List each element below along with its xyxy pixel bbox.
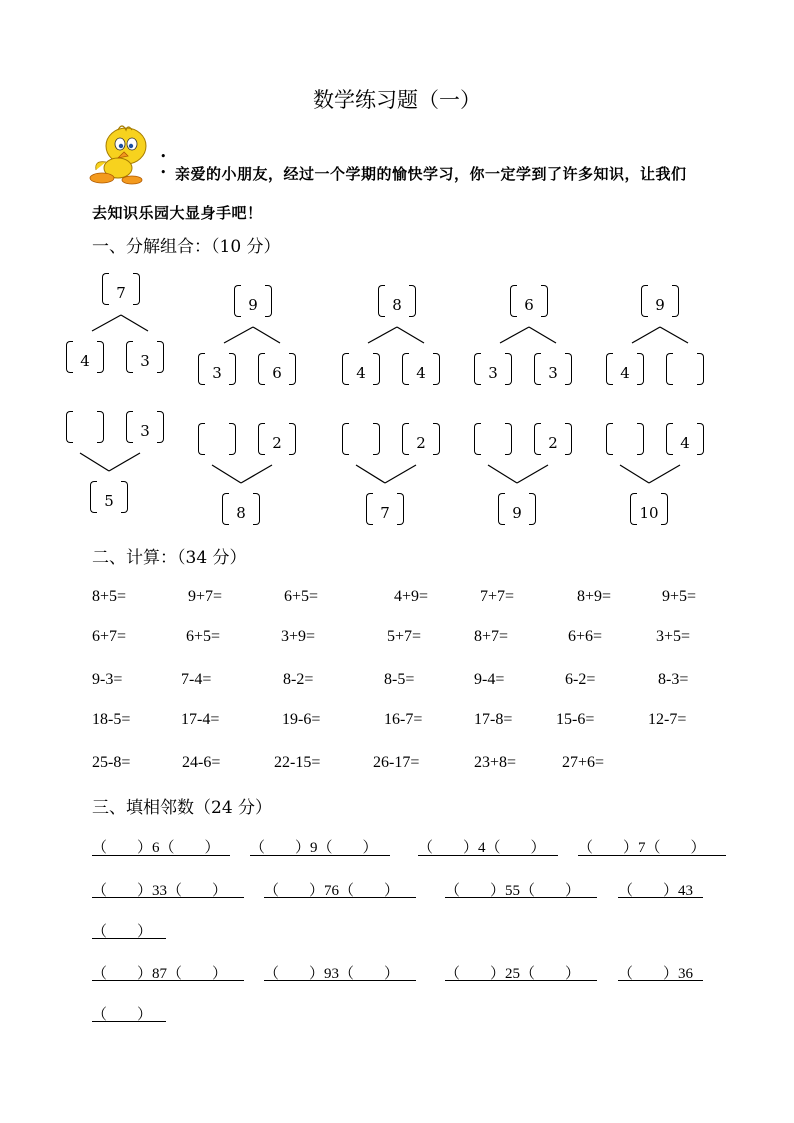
section-2-heading: 二、计算：（34 分） [92, 548, 247, 568]
connector-line [488, 465, 517, 483]
calc-problem[interactable]: 6+7= [92, 628, 127, 645]
calc-problem[interactable]: 9+7= [188, 588, 223, 605]
answer-underline [618, 897, 703, 898]
connector-line [368, 327, 397, 343]
box-number: 4 [620, 364, 630, 382]
intro-text-line2: 去知识乐园大显身手吧！ [92, 204, 263, 222]
connector-line [80, 453, 109, 471]
whole-number-box [641, 285, 679, 317]
calc-problem[interactable]: 24-6= [182, 754, 221, 771]
bracket-left [198, 423, 205, 455]
calc-problem[interactable]: 9-3= [92, 671, 123, 688]
calc-problem[interactable]: 6+5= [284, 588, 319, 605]
calc-problem[interactable]: 6+6= [568, 628, 603, 645]
neighbor-item[interactable]: （ ）76（ ） [264, 883, 400, 899]
neighbor-item-wrap[interactable]: （ ） [92, 924, 153, 940]
intro-text-line1: 亲爱的小朋友，经过一个学期的愉快学习，你一定学到了许多知识，让我们 [175, 165, 687, 183]
part-number-box [474, 353, 512, 385]
neighbor-item[interactable]: （ ）93（ ） [264, 966, 400, 982]
bracket-left [66, 411, 73, 443]
bracket-left [606, 423, 613, 455]
calc-problem[interactable]: 17-4= [181, 711, 220, 728]
answer-underline [250, 855, 390, 856]
calc-problem[interactable]: 6+5= [186, 628, 221, 645]
bullet-point: • [160, 166, 167, 179]
calc-problem[interactable]: 15-6= [556, 711, 595, 728]
calc-problem[interactable]: 7+7= [480, 588, 515, 605]
neighbor-item[interactable]: （ ）4（ ） [418, 840, 546, 856]
answer-underline [418, 855, 558, 856]
answer-underline [445, 980, 597, 981]
calc-problem[interactable]: 8+7= [474, 628, 509, 645]
box-number: 3 [488, 364, 498, 382]
part-number-box [258, 353, 296, 385]
answer-underline [92, 1021, 166, 1022]
calc-problem[interactable]: 9+5= [662, 588, 697, 605]
whole-number-box [234, 285, 272, 317]
connector-lines [0, 0, 794, 540]
neighbor-item-wrap[interactable]: （ ） [92, 1007, 153, 1023]
connector-line [529, 327, 556, 343]
answer-underline [92, 980, 244, 981]
calc-problem[interactable]: 26-17= [373, 754, 420, 771]
connector-line [632, 327, 660, 343]
neighbor-item[interactable]: （ ）9（ ） [250, 840, 378, 856]
connector-line [660, 327, 688, 343]
calc-problem[interactable]: 16-7= [384, 711, 423, 728]
part-number-box [126, 341, 164, 373]
calc-problem[interactable]: 25-8= [92, 754, 131, 771]
bracket-left [666, 353, 673, 385]
calc-problem[interactable]: 17-8= [474, 711, 513, 728]
bracket-left [342, 423, 349, 455]
connector-line [356, 465, 385, 483]
calc-problem[interactable]: 9-4= [474, 671, 505, 688]
neighbor-item[interactable]: （ ）87（ ） [92, 966, 228, 982]
whole-number-box [222, 493, 260, 525]
box-number: 2 [548, 434, 558, 452]
whole-number-box [366, 493, 404, 525]
bracket-right [373, 423, 380, 455]
bracket-right [505, 423, 512, 455]
answer-underline [92, 897, 244, 898]
connector-line [241, 465, 272, 483]
calc-problem[interactable]: 18-5= [92, 711, 131, 728]
box-number: 3 [140, 352, 150, 370]
part-number-box[interactable] [666, 353, 704, 385]
calc-problem[interactable]: 8+5= [92, 588, 127, 605]
answer-underline [92, 855, 230, 856]
box-number: 7 [116, 284, 126, 302]
calc-problem[interactable]: 27+6= [562, 754, 605, 771]
neighbor-item[interactable]: （ ）25（ ） [445, 966, 581, 982]
neighbor-item[interactable]: （ ）6（ ） [92, 840, 220, 856]
answer-underline [264, 980, 416, 981]
bracket-right [229, 423, 236, 455]
part-number-box [534, 423, 572, 455]
part-number-box [402, 353, 440, 385]
box-number: 2 [272, 434, 282, 452]
whole-number-box [102, 273, 140, 305]
answer-underline [578, 855, 726, 856]
part-number-box[interactable] [474, 423, 512, 455]
calc-problem[interactable]: 6-2= [565, 671, 596, 688]
whole-number-box [498, 493, 536, 525]
box-number: 7 [380, 504, 390, 522]
calc-problem[interactable]: 5+7= [387, 628, 422, 645]
calc-problem[interactable]: 19-6= [282, 711, 321, 728]
box-number: 6 [272, 364, 282, 382]
neighbor-item[interactable]: （ ）43 [618, 883, 694, 899]
answer-underline [618, 980, 703, 981]
whole-number-box [510, 285, 548, 317]
part-number-box [258, 423, 296, 455]
connector-line [385, 465, 416, 483]
calc-problem[interactable]: 3+5= [656, 628, 691, 645]
neighbor-item[interactable]: （ ）36 [618, 966, 694, 982]
part-number-box[interactable] [342, 423, 380, 455]
box-number: 4 [80, 352, 90, 370]
part-number-box [66, 341, 104, 373]
connector-line [620, 465, 649, 483]
part-number-box [606, 353, 644, 385]
bullet-point: • [160, 150, 167, 163]
box-number: 4 [356, 364, 366, 382]
box-number: 4 [416, 364, 426, 382]
answer-underline [445, 897, 597, 898]
answer-underline [264, 897, 416, 898]
connector-line [517, 465, 548, 483]
box-number: 8 [392, 296, 402, 314]
connector-line [121, 315, 148, 331]
part-number-box [402, 423, 440, 455]
whole-number-box [90, 481, 128, 513]
box-number: 3 [140, 422, 150, 440]
connector-line [224, 327, 253, 343]
neighbor-item[interactable]: （ ）55（ ） [445, 883, 581, 899]
page-title: 数学练习题（一） [313, 88, 481, 112]
box-number: 9 [248, 296, 258, 314]
box-number: 8 [236, 504, 246, 522]
calc-problem[interactable]: 7-4= [181, 671, 212, 688]
calc-problem[interactable]: 8-2= [283, 671, 314, 688]
calc-problem[interactable]: 22-15= [274, 754, 321, 771]
neighbor-item[interactable]: （ ）33（ ） [92, 883, 228, 899]
part-number-box[interactable] [606, 423, 644, 455]
section-3-heading: 三、填相邻数（24 分） [92, 798, 273, 818]
box-number: 3 [548, 364, 558, 382]
part-number-box[interactable] [66, 411, 104, 443]
box-number: 9 [512, 504, 522, 522]
calc-problem[interactable]: 8-5= [384, 671, 415, 688]
connector-line [649, 465, 680, 483]
connector-line [109, 453, 140, 471]
box-number: 10 [639, 504, 659, 522]
part-number-box [666, 423, 704, 455]
box-number: 2 [416, 434, 426, 452]
bracket-right [97, 411, 104, 443]
box-number: 5 [104, 492, 114, 510]
part-number-box [198, 353, 236, 385]
section-1-heading: 一、分解组合：（10 分） [92, 237, 281, 257]
calc-problem[interactable]: 23+8= [474, 754, 517, 771]
part-number-box[interactable] [198, 423, 236, 455]
calc-problem[interactable]: 3+9= [281, 628, 316, 645]
part-number-box [126, 411, 164, 443]
calc-problem[interactable]: 8-3= [658, 671, 689, 688]
neighbor-item[interactable]: （ ）7（ ） [578, 840, 706, 856]
bracket-right [697, 353, 704, 385]
calc-problem[interactable]: 4+9= [394, 588, 429, 605]
bracket-left [474, 423, 481, 455]
bracket-right [637, 423, 644, 455]
connector-line [397, 327, 424, 343]
connector-line [92, 315, 121, 331]
connector-line [500, 327, 529, 343]
answer-underline [92, 938, 166, 939]
box-number: 3 [212, 364, 222, 382]
box-number: 6 [524, 296, 534, 314]
part-number-box [534, 353, 572, 385]
whole-number-box [378, 285, 416, 317]
box-number: 9 [655, 296, 665, 314]
calc-problem[interactable]: 8+9= [577, 588, 612, 605]
calc-problem[interactable]: 12-7= [648, 711, 687, 728]
part-number-box [342, 353, 380, 385]
box-number: 4 [680, 434, 690, 452]
connector-line [212, 465, 241, 483]
connector-line [253, 327, 280, 343]
whole-number-box [630, 493, 668, 525]
